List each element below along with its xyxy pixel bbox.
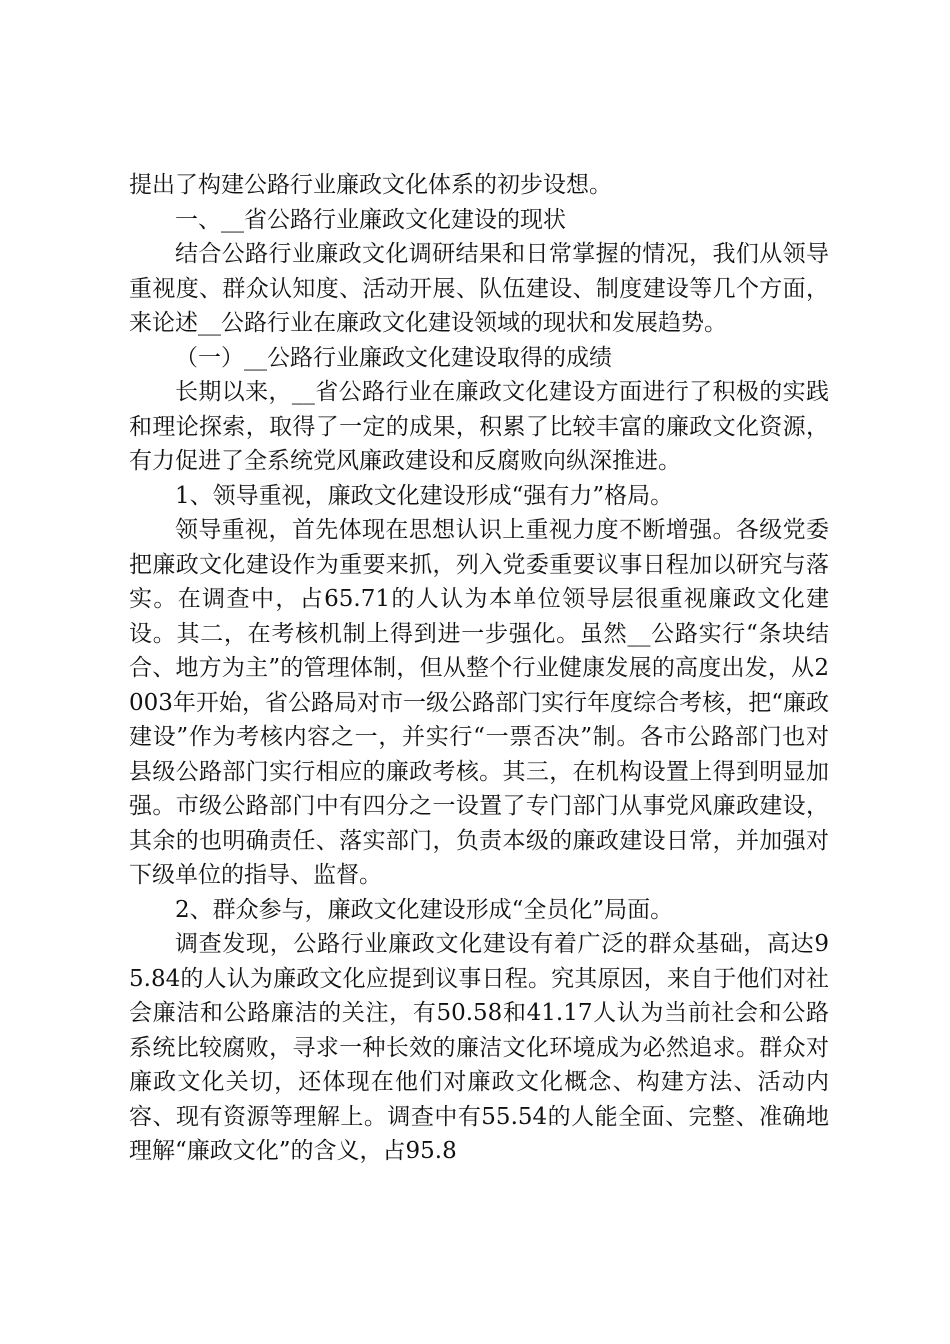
document-body [129, 168, 829, 1169]
paragraph-achievements: 长期以来，__省公路行业在廉政文化建设方面进行了积极的实践和理论探索，取得了一定的成果，积累了比较丰富的廉政文化资源，有力促进了全系统党风廉政建设和反腐败向纵深推进。 [129, 379, 829, 474]
paragraph-overview: 结合公路行业廉政文化调研结果和日常掌握的情况，我们从领导重视度、群众认知度、活动开展、队伍建设、制度建设等几个方面，来论述__公路行业在廉政文化建设领域的现状和发展趋势。 [129, 241, 829, 336]
paragraph-public: 调查发现，公路行业廉政文化建设有着广泛的群众基础，高达95.84的人认为廉政文化应提到议事日程。究其原因，来自于他们对社会廉洁和公路廉洁的关注，有50.58和41.17人认为当前社会和公路系统比较腐败，寻求一种长效的廉洁文化环境成为必然追求。群众对廉政文化关切，还体现在他们对廉政文化概念、构建方法、活动内容、现有资源等理解上。调查中有55.54的人能全面、完整、准确地理解“廉政文化”的含义，占95.8 [129, 931, 829, 1164]
point-heading-leadership: 1、领导重视，廉政文化建设形成“强有力”格局。 [175, 482, 674, 509]
paragraph-intro-tail: 提出了构建公路行业廉政文化体系的初步设想。 [129, 172, 612, 198]
subsection-heading-achievements: （一）__公路行业廉政文化建设取得的成绩 [175, 344, 612, 371]
section-heading-status: 一、__省公路行业廉政文化建设的现状 [175, 206, 566, 233]
point-heading-public: 2、群众参与，廉政文化建设形成“全员化”局面。 [175, 896, 674, 923]
paragraph-leadership: 领导重视，首先体现在思想认识上重视力度不断增强。各级党委把廉政文化建设作为重要来抓，列入党委重要议事日程加以研究与落实。在调查中，占65.71的人认为本单位领导层很重视廉政文化建设。其二，在考核机制上得到进一步强化。虽然__公路实行“条块结合、地方为主”的管理体制，但从整个行业健康发展的高度出发，从2003年开始，省公路局对市一级公路部门实行年度综合考核，把“廉政建设”作为考核内容之一，并实行“一票否决”制。各市公路部门也对县级公路部门实行相应的廉政考核。其三，在机构设置上得到明显加强。市级公路部门中有四分之一设置了专门部门从事党风廉政建设，其余的也明确责任、落实部门，负责本级的廉政建设日常，并加强对下级单位的指导、监督。 [129, 517, 829, 888]
